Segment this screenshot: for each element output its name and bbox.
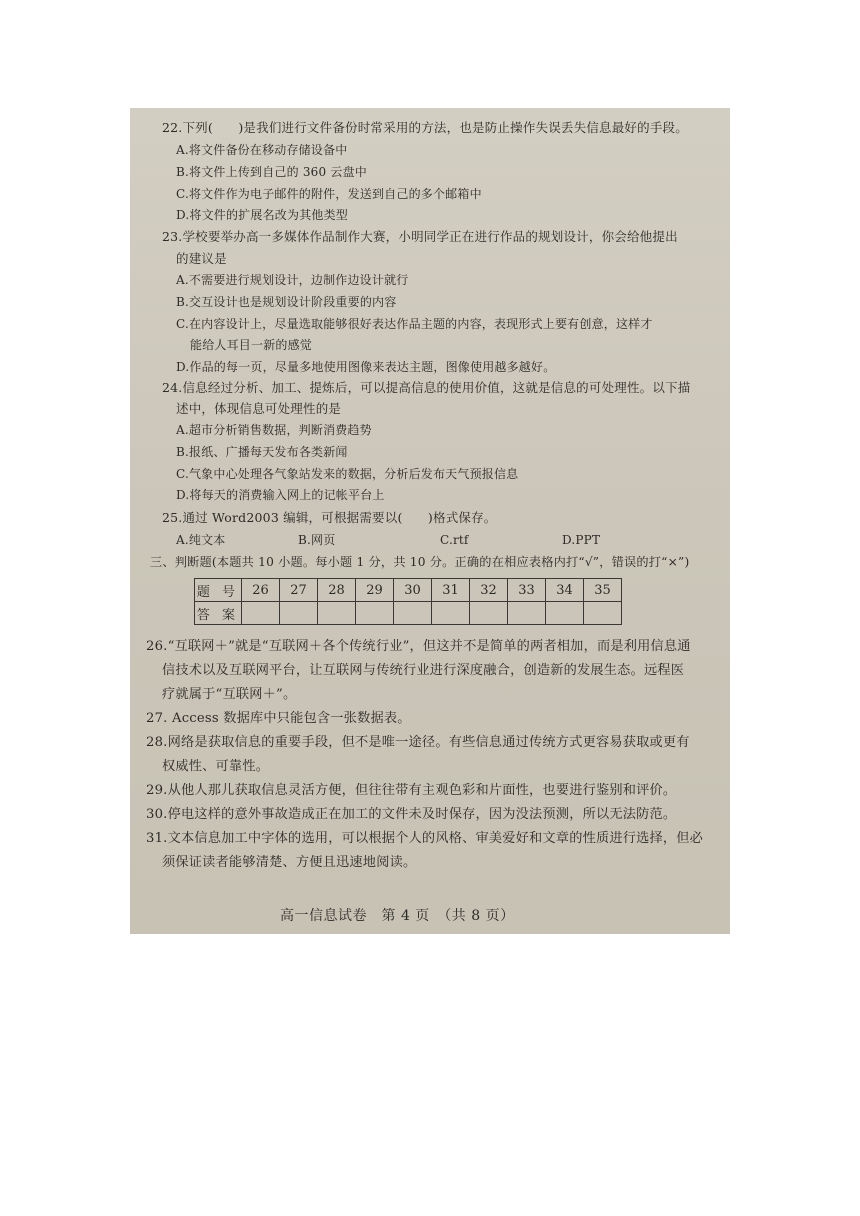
question-30: 30.停电这样的意外事故造成正在加工的文件未及时保存，因为没法预测，所以无法防范。 [146, 807, 677, 822]
question-28-line-1: 28.网络是获取信息的重要手段，但不是唯一途径。有些信息通过传统方式更容易获取或更有 [146, 735, 690, 750]
table-number-cell: 31 [432, 579, 470, 602]
table-number-cell: 27 [280, 579, 318, 602]
question-23-stem-cont: 的建议是 [176, 251, 227, 266]
table-label-answer: 答 案 [195, 602, 242, 625]
table-number-cell: 30 [394, 579, 432, 602]
question-25-option-b: B.网页 [298, 533, 336, 547]
question-23-option-c: C.在内容设计上，尽量选取能够很好表达作品主题的内容，表现形式上要有创意，这样才 [176, 317, 653, 331]
table-number-cell: 35 [584, 579, 622, 602]
table-number-cell: 34 [546, 579, 584, 602]
table-label-number: 题 号 [195, 579, 242, 602]
table-number-cell: 28 [318, 579, 356, 602]
question-23-option-d: D.作品的每一页，尽量多地使用图像来表达主题，图像使用越多越好。 [176, 360, 556, 374]
question-26-line-1: 26.“互联网＋”就是“互联网＋各个传统行业”，但这并不是简单的两者相加，而是利用信息通 [146, 639, 691, 654]
question-26-line-3: 疗就属于“互联网＋”。 [162, 687, 297, 702]
answer-cell[interactable] [356, 602, 394, 625]
question-29: 29.从他人那儿获取信息灵活方便，但往往带有主观色彩和片面性，也要进行鉴别和评价。 [146, 783, 677, 798]
answer-table [194, 578, 622, 625]
answer-cell[interactable] [546, 602, 584, 625]
question-24-option-c: C.气象中心处理各气象站发来的数据，分析后发布天气预报信息 [176, 467, 519, 481]
question-25-option-d: D.PPT [562, 533, 601, 547]
question-23-option-b: B.交互设计也是规划设计阶段重要的内容 [176, 295, 397, 309]
answer-cell[interactable] [470, 602, 508, 625]
question-23-stem: 23.学校要举办高一多媒体作品制作大赛，小明同学正在进行作品的规划设计，你会给他提出 [162, 229, 678, 244]
answer-cell[interactable] [432, 602, 470, 625]
question-24-option-a: A.超市分析销售数据，判断消费趋势 [176, 423, 372, 437]
question-25-option-a: A.纯文本 [176, 533, 226, 547]
question-24-stem-cont: 述中，体现信息可处理性的是 [176, 401, 342, 416]
answer-table-answer-row [195, 602, 622, 625]
question-22-option-c: C.将文件作为电子邮件的附件，发送到自己的多个邮箱中 [176, 187, 482, 201]
question-31-line-1: 31.文本信息加工中字体的选用，可以根据个人的风格、审美爱好和文章的性质进行选择，但必 [146, 831, 704, 846]
answer-table-number-row [195, 579, 622, 602]
answer-cell[interactable] [508, 602, 546, 625]
table-number-cell: 33 [508, 579, 546, 602]
question-24-option-d: D.将每天的消费输入网上的记帐平台上 [176, 488, 385, 502]
question-25-stem: 25.通过 Word2003 编辑，可根据需要以( )格式保存。 [162, 510, 497, 525]
question-23-option-c-cont: 能给人耳目一新的感觉 [190, 338, 313, 352]
table-number-cell: 32 [470, 579, 508, 602]
question-22-option-b: B.将文件上传到自己的 360 云盘中 [176, 165, 367, 179]
question-22-option-d: D.将文件的扩展名改为其他类型 [176, 208, 349, 222]
question-28-line-2: 权威性、可靠性。 [162, 759, 270, 774]
page-footer: 高一信息试卷 第 4 页 （共 8 页） [280, 908, 515, 924]
exam-page-photo [130, 108, 730, 934]
table-number-cell: 26 [242, 579, 280, 602]
question-25-option-c: C.rtf [440, 533, 469, 547]
answer-cell[interactable] [280, 602, 318, 625]
question-24-option-b: B.报纸、广播每天发布各类新闻 [176, 445, 348, 459]
question-22-option-a: A.将文件备份在移动存储设备中 [176, 143, 348, 157]
question-26-line-2: 信技术以及互联网平台，让互联网与传统行业进行深度融合，创造新的发展生态。远程医 [162, 663, 685, 678]
section-3-heading: 三、判断题(本题共 10 小题。每小题 1 分，共 10 分。正确的在相应表格内打“√”，错误的打“×”) [150, 555, 690, 569]
answer-cell[interactable] [394, 602, 432, 625]
answer-cell[interactable] [584, 602, 622, 625]
question-24-stem: 24.信息经过分析、加工、提炼后，可以提高信息的使用价值，这就是信息的可处理性。以下描 [162, 380, 691, 395]
answer-cell[interactable] [318, 602, 356, 625]
question-27: 27. Access 数据库中只能包含一张数据表。 [146, 711, 411, 726]
question-31-line-2: 须保证读者能够清楚、方便且迅速地阅读。 [162, 855, 417, 870]
answer-cell[interactable] [242, 602, 280, 625]
question-23-option-a: A.不需要进行规划设计，边制作边设计就行 [176, 273, 409, 287]
table-number-cell: 29 [356, 579, 394, 602]
question-22-stem: 22.下列( )是我们进行文件备份时常采用的方法，也是防止操作失误丢失信息最好的手段。 [162, 120, 688, 135]
